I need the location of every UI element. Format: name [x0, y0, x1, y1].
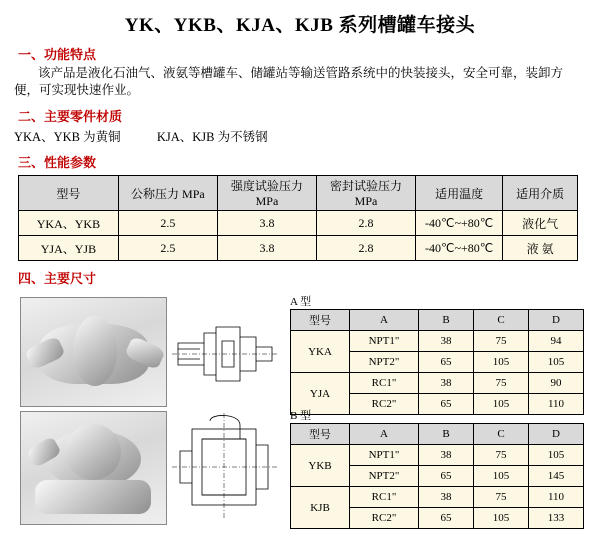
cell-d: 110 [529, 394, 584, 415]
section-heading-features: 一、功能特点 [18, 47, 97, 62]
th-d: D [529, 424, 584, 445]
table-row [291, 331, 584, 352]
section-heading-performance: 三、性能参数 [18, 155, 97, 170]
th-b: B [419, 424, 474, 445]
cell-b: 38 [419, 373, 474, 394]
cell-model: YJA、YJB [19, 236, 119, 261]
cell-d: 110 [529, 487, 584, 508]
cell-c: 75 [474, 445, 529, 466]
cell-temperature: -40℃~+80℃ [416, 211, 503, 236]
cell-b: 65 [419, 352, 474, 373]
materials-right: KJA、KJB 为不锈钢 [156, 130, 268, 144]
product-photo-a [20, 297, 167, 407]
cell-a: NPT1" [350, 331, 419, 352]
th-model: 型号 [291, 424, 350, 445]
cell-b: 38 [419, 487, 474, 508]
cell-c: 105 [474, 394, 529, 415]
table-header-row [19, 176, 578, 211]
cell-a: RC1" [350, 487, 419, 508]
cell-d: 145 [529, 466, 584, 487]
cell-a: RC2" [350, 508, 419, 529]
section-heading-materials: 二、主要零件材质 [18, 109, 123, 124]
cell-d: 90 [529, 373, 584, 394]
th-model: 型号 [291, 310, 350, 331]
th-medium: 适用介质 [503, 176, 578, 211]
cell-a: NPT1" [350, 445, 419, 466]
type-b-label: B 型 [290, 410, 312, 422]
th-strength-pressure: 强度试验压力 MPa [217, 176, 316, 211]
technical-drawing-a [170, 297, 280, 405]
materials-line [14, 127, 600, 145]
cell-seal-pressure: 2.8 [316, 211, 415, 236]
table-row [19, 211, 578, 236]
cell-c: 75 [474, 373, 529, 394]
cell-model-group: YKB [291, 445, 350, 487]
cell-b: 38 [419, 331, 474, 352]
drawing-b-svg [170, 411, 280, 523]
th-b: B [419, 310, 474, 331]
cell-model-group: KJB [291, 487, 350, 529]
cell-c: 105 [474, 508, 529, 529]
drawing-a-svg [170, 297, 280, 405]
cell-medium: 液 氨 [503, 236, 578, 261]
cell-a: RC1" [350, 373, 419, 394]
cell-a: NPT2" [350, 352, 419, 373]
product-photo-b [20, 411, 167, 525]
dimension-table-a [290, 309, 584, 415]
cell-model: YKA、YKB [19, 211, 119, 236]
section-heading-dimensions: 四、主要尺寸 [18, 271, 97, 286]
th-c: C [474, 310, 529, 331]
cell-nominal-pressure: 2.5 [118, 211, 217, 236]
cell-d: 105 [529, 352, 584, 373]
th-d: D [529, 310, 584, 331]
table-row [291, 487, 584, 508]
cell-c: 75 [474, 331, 529, 352]
cell-c: 105 [474, 466, 529, 487]
cell-b: 65 [419, 466, 474, 487]
th-a: A [350, 310, 419, 331]
th-a: A [350, 424, 419, 445]
cell-d: 105 [529, 445, 584, 466]
performance-table [18, 175, 578, 261]
dimension-table-b [290, 423, 584, 529]
th-nominal-pressure: 公称压力 MPa [118, 176, 217, 211]
th-temperature: 适用温度 [416, 176, 503, 211]
cell-medium: 液化气 [503, 211, 578, 236]
cell-strength-pressure: 3.8 [217, 236, 316, 261]
features-paragraph: 该产品是液化石油气、液氨等槽罐车、储罐站等输送管路系统中的快装接头，安全可靠，装卸方便，可实现快速作业。 [14, 66, 564, 97]
table-row [291, 445, 584, 466]
cell-a: NPT2" [350, 466, 419, 487]
document-page [0, 10, 600, 526]
technical-drawing-b [170, 411, 280, 523]
materials-left: YKA、YKB 为黄铜 [14, 130, 121, 144]
cell-b: 38 [419, 445, 474, 466]
type-a-label: A 型 [290, 296, 312, 308]
dimensions-section [0, 293, 600, 543]
cell-d: 133 [529, 508, 584, 529]
cell-model-group: YJA [291, 373, 350, 415]
table-row [291, 373, 584, 394]
cell-b: 65 [419, 508, 474, 529]
table-header-row [291, 310, 584, 331]
cell-b: 65 [419, 394, 474, 415]
th-seal-pressure: 密封试验压力 MPa [316, 176, 415, 211]
cell-model-group: YKA [291, 331, 350, 373]
cell-seal-pressure: 2.8 [316, 236, 415, 261]
th-c: C [474, 424, 529, 445]
th-model: 型号 [19, 176, 119, 211]
cell-nominal-pressure: 2.5 [118, 236, 217, 261]
cell-c: 75 [474, 487, 529, 508]
cell-d: 94 [529, 331, 584, 352]
cell-strength-pressure: 3.8 [217, 211, 316, 236]
cell-temperature: -40℃~+80℃ [416, 236, 503, 261]
cell-c: 105 [474, 352, 529, 373]
page-title: YK、YKB、KJA、KJB 系列槽罐车接头 [124, 15, 476, 36]
cell-a: RC2" [350, 394, 419, 415]
table-header-row [291, 424, 584, 445]
table-row [19, 236, 578, 261]
